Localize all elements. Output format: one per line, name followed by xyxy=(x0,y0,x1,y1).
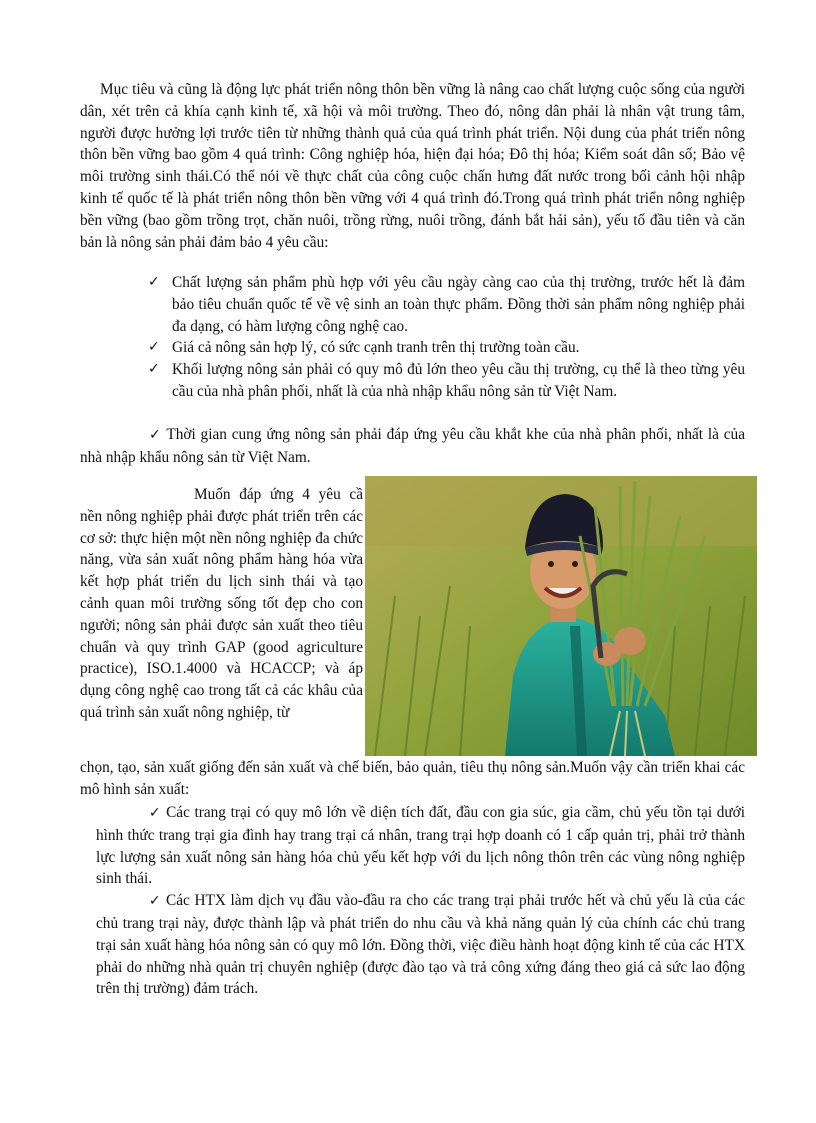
models-list xyxy=(96,802,745,1000)
farmer-photo xyxy=(365,476,757,756)
checkmark-icon: ✓ xyxy=(148,805,162,821)
list-item xyxy=(148,359,745,403)
requirements-list xyxy=(148,272,745,403)
checkmark-icon: ✓ xyxy=(148,893,162,910)
checkmark-icon: ✓ xyxy=(148,339,160,356)
list-item xyxy=(96,890,745,1000)
model-text: Các trang trại có quy mô lớn về diện tích đất, đầu con gia súc, gia cầm, chủ yếu tồn tại dưới hình thức trang trại gia đình hay trang trại cá nhân, trang trại hợp doanh có 1 cấp quản trị, phải trở thành lực lượng sản xuất nông sản hàng hóa chủ yếu kết hợp với du lịch nông thôn trên các vùng nông nghiệp sinh thái. xyxy=(96,804,746,888)
list-item xyxy=(148,337,745,359)
requirement-text: Giá cả nông sản hợp lý, có sức cạnh tranh trên thị trường toàn cầu. xyxy=(172,339,580,357)
list-item xyxy=(96,802,745,890)
farmer-woman-harvesting-image xyxy=(365,476,757,756)
requirement-4-paragraph xyxy=(80,424,745,469)
column-text: Muốn đáp ứng 4 yêu cầ nền nông nghiệp phải được phát triển trên các cơ sở: thực hiện một nền nông nghiệp đa chức năng, vừa sản xuất nông phẩm hàng hóa vừa kết hợp phát triển du lịch sinh thái và tạo cảnh quan môi trường sống tốt đẹp cho con người; nông sản phải được sản xuất theo tiêu chuẩn và quy trình GAP (good agriculture practice), ISO.1.4000 và HCACCP; và áp dụng công nghệ cao trong tất cả các khâu của quá trình sản xuất nông nghiệp, từ xyxy=(80,486,363,721)
intro-paragraph xyxy=(80,79,745,253)
model-text: Các HTX làm dịch vụ đầu vào-đầu ra cho các trang trại phải trước hết và chủ yếu là của các chủ trang trại này, được thành lập và phát triển do nhu cầu và khả năng quản lý của chính các chủ trang trại sản xuất hàng hóa nông sản có quy mô lớn. Đồng thời, việc điều hành hoạt động kinh tế của các HTX phải do những nhà quản trị chuyên nghiệp (được đào tạo và trả công xứng đáng theo giá cả sức lao động trên thị trường) đảm trách. xyxy=(96,892,745,998)
list-item xyxy=(148,272,745,337)
checkmark-icon: ✓ xyxy=(148,274,160,290)
requirement-text: Chất lượng sản phẩm phù hợp với yêu cầu ngày càng cao của thị trường, trước hết là đảm bảo tiêu chuẩn quốc tế về vệ sinh an toàn thực phẩm. Đồng thời sản phẩm nông nghiệp phải đa dạng, có hàm lượng công nghệ cao. xyxy=(172,274,745,335)
after-photo-paragraph: chọn, tạo, sản xuất giống đến sản xuất và chế biến, bảo quản, tiêu thụ nông sản.Muốn vậy cần triển khai các mô hình sản xuất: xyxy=(80,759,745,798)
requirement-text: Khối lượng nông sản phải có quy mô đủ lớn theo yêu cầu thị trường, cụ thể là theo từng yêu cầu của nhà phân phối, nhất là của nhà nhập khẩu nông sản từ Việt Nam. xyxy=(172,361,745,400)
column-paragraph xyxy=(80,484,363,724)
requirement-4-text: Thời gian cung ứng nông sản phải đáp ứng yêu cầu khắt khe của nhà phân phối, nhất là của nhà nhập khẩu nông sản từ Việt Nam. xyxy=(80,426,745,466)
intro-text: Mục tiêu và cũng là động lực phát triển nông thôn bền vững là nâng cao chất lượng cuộc sống của người dân, xét trên cả khía cạnh kinh tế, xã hội và môi trường. Theo đó, nông dân phải là nhân vật trung tâm, người được hưởng lợi trước tiên từ những thành quả của quá trình phát triển. Nội dung của phát triển nông thôn bền vững bao gồm 4 quá trình: Công nghiệp hóa, hiện đại hóa; Đô thị hóa; Kiểm soát dân số; Bảo vệ môi trường sinh thái.Có thể nói về thực chất của công cuộc chấn hưng đất nước trong bối cảnh hội nhập kinh tế quốc tế là phát triển nông thôn bền vững với 4 quá trình đó.Trong quá trình phát triển nông nghiệp bền vững (bao gồm trồng trọt, chăn nuôi, trồng rừng, nuôi trồng, đánh bắt hải sản), yếu tố đầu tiên và căn bản là nông sản phải đảm bảo 4 yêu cầu: xyxy=(80,81,745,251)
checkmark-icon: ✓ xyxy=(148,427,162,443)
checkmark-icon: ✓ xyxy=(148,361,160,378)
